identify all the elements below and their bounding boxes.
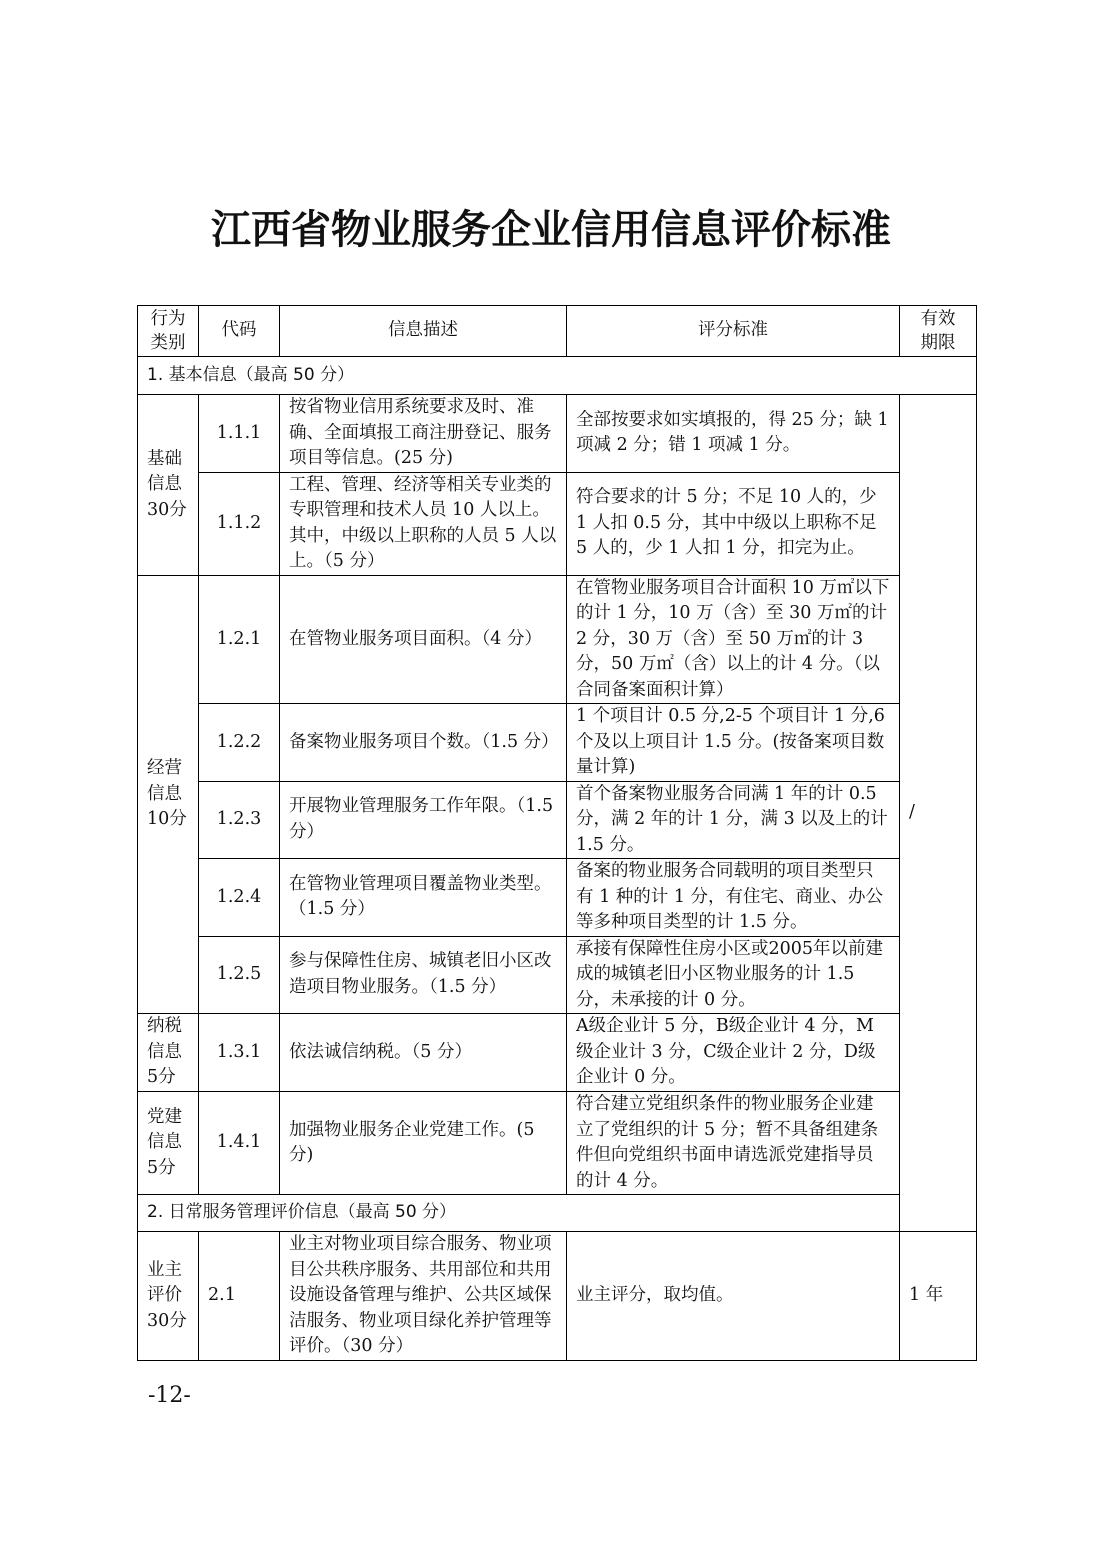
- description-cell: 依法诚信纳税。（5 分）: [280, 1014, 567, 1092]
- code-cell: 1.2.3: [199, 781, 280, 859]
- criteria-cell: 备案的物业服务合同载明的项目类型只有 1 种的计 1 分，有住宅、商业、办公等多种项目类型的计 1.5 分。: [567, 859, 900, 937]
- section-1-header: [138, 357, 977, 395]
- table-header-row: [138, 306, 977, 357]
- description-cell: 工程、管理、经济等相关专业类的专职管理和技术人员 10 人以上。其中，中级以上职称的人员 5 人以上。（5 分）: [280, 472, 567, 575]
- description-cell: 在管物业管理项目覆盖物业类型。（1.5 分）: [280, 859, 567, 937]
- description-cell: 参与保障性住房、城镇老旧小区改造项目物业服务。（1.5 分）: [280, 936, 567, 1014]
- evaluation-standard-table: [137, 305, 977, 1361]
- category-cell: 党建 信息 5分: [138, 1092, 199, 1195]
- table-row: [138, 1092, 977, 1195]
- section-2-title: 2. 日常服务管理评价信息（最高 50 分）: [138, 1195, 977, 1232]
- header-category: 行为 类别: [138, 306, 199, 357]
- code-cell: 1.2.4: [199, 859, 280, 937]
- description-cell: 在管物业服务项目面积。（4 分）: [280, 575, 567, 704]
- validity-cell: 1 年: [900, 1232, 977, 1361]
- header-code: 代码: [199, 306, 280, 357]
- table-row: [138, 936, 977, 1014]
- criteria-cell: 1 个项目计 0.5 分,2-5 个项目计 1 分,6 个及以上项目计 1.5 分。(按备案项目数量计算): [567, 704, 900, 782]
- code-cell: 2.1: [199, 1232, 280, 1361]
- criteria-cell: 业主评分，取均值。: [567, 1232, 900, 1361]
- table-row: [138, 781, 977, 859]
- description-cell: 按省物业信用系统要求及时、准确、全面填报工商注册登记、服务项目等信息。(25 分): [280, 395, 567, 473]
- category-cell: 业主 评价 30分: [138, 1232, 199, 1361]
- table-row: [138, 704, 977, 782]
- category-cell: 纳税 信息 5分: [138, 1014, 199, 1092]
- code-cell: 1.1.2: [199, 472, 280, 575]
- section-1-title: 1. 基本信息（最高 50 分）: [138, 357, 977, 395]
- table-row: [138, 395, 977, 473]
- table-row: [138, 1014, 977, 1092]
- code-cell: 1.2.1: [199, 575, 280, 704]
- criteria-cell: 全部按要求如实填报的，得 25 分；缺 1 项减 2 分；错 1 项减 1 分。: [567, 395, 900, 473]
- code-cell: 1.4.1: [199, 1092, 280, 1195]
- category-cell: 基础 信息 30分: [138, 395, 199, 576]
- criteria-cell: 符合建立党组织条件的物业服务企业建立了党组织的计 5 分；暂不具备组建条件但向党组织书面申请选派党建指导员的计 4 分。: [567, 1092, 900, 1195]
- table-row: [138, 859, 977, 937]
- description-cell: 开展物业管理服务工作年限。（1.5 分）: [280, 781, 567, 859]
- header-description: 信息描述: [280, 306, 567, 357]
- description-cell: 加强物业服务企业党建工作。(5 分): [280, 1092, 567, 1195]
- code-cell: 1.1.1: [199, 395, 280, 473]
- table-row: [138, 472, 977, 575]
- criteria-cell: 符合要求的计 5 分；不足 10 人的，少 1 人扣 0.5 分，其中中级以上职称不足 5 人的，少 1 人扣 1 分，扣完为止。: [567, 472, 900, 575]
- header-criteria: 评分标准: [567, 306, 900, 357]
- category-cell: 经营 信息 10分: [138, 575, 199, 1014]
- code-cell: 1.3.1: [199, 1014, 280, 1092]
- document-title: 江西省物业服务企业信用信息评价标准: [211, 207, 891, 253]
- table-row: [138, 575, 977, 704]
- description-cell: 业主对物业项目综合服务、物业项目公共秩序服务、共用部位和共用设施设备管理与维护、公共区域保洁服务、物业项目绿化养护管理等评价。（30 分）: [280, 1232, 567, 1361]
- criteria-cell: 承接有保障性住房小区或2005年以前建成的城镇老旧小区物业服务的计 1.5 分，未承接的计 0 分。: [567, 936, 900, 1014]
- criteria-cell: 在管物业服务项目合计面积 10 万㎡以下的计 1 分，10 万（含）至 30 万㎡的计 2 分，30 万（含）至 50 万㎡的计 3 分，50 万㎡（含）以上的计 4 分。（以合同备案面积计算）: [567, 575, 900, 704]
- criteria-cell: 首个备案物业服务合同满 1 年的计 0.5 分，满 2 年的计 1 分，满 3 以及上的计 1.5 分。: [567, 781, 900, 859]
- section-2-header: [138, 1195, 977, 1232]
- code-cell: 1.2.5: [199, 936, 280, 1014]
- criteria-cell: A级企业计 5 分，B级企业计 4 分，M级企业计 3 分，C级企业计 2 分，D级企业计 0 分。: [567, 1014, 900, 1092]
- header-validity: 有效 期限: [900, 306, 977, 357]
- table-row: [138, 1232, 977, 1361]
- validity-cell: /: [900, 395, 977, 1232]
- code-cell: 1.2.2: [199, 704, 280, 782]
- description-cell: 备案物业服务项目个数。（1.5 分）: [280, 704, 567, 782]
- page-number: -12-: [148, 1383, 191, 1408]
